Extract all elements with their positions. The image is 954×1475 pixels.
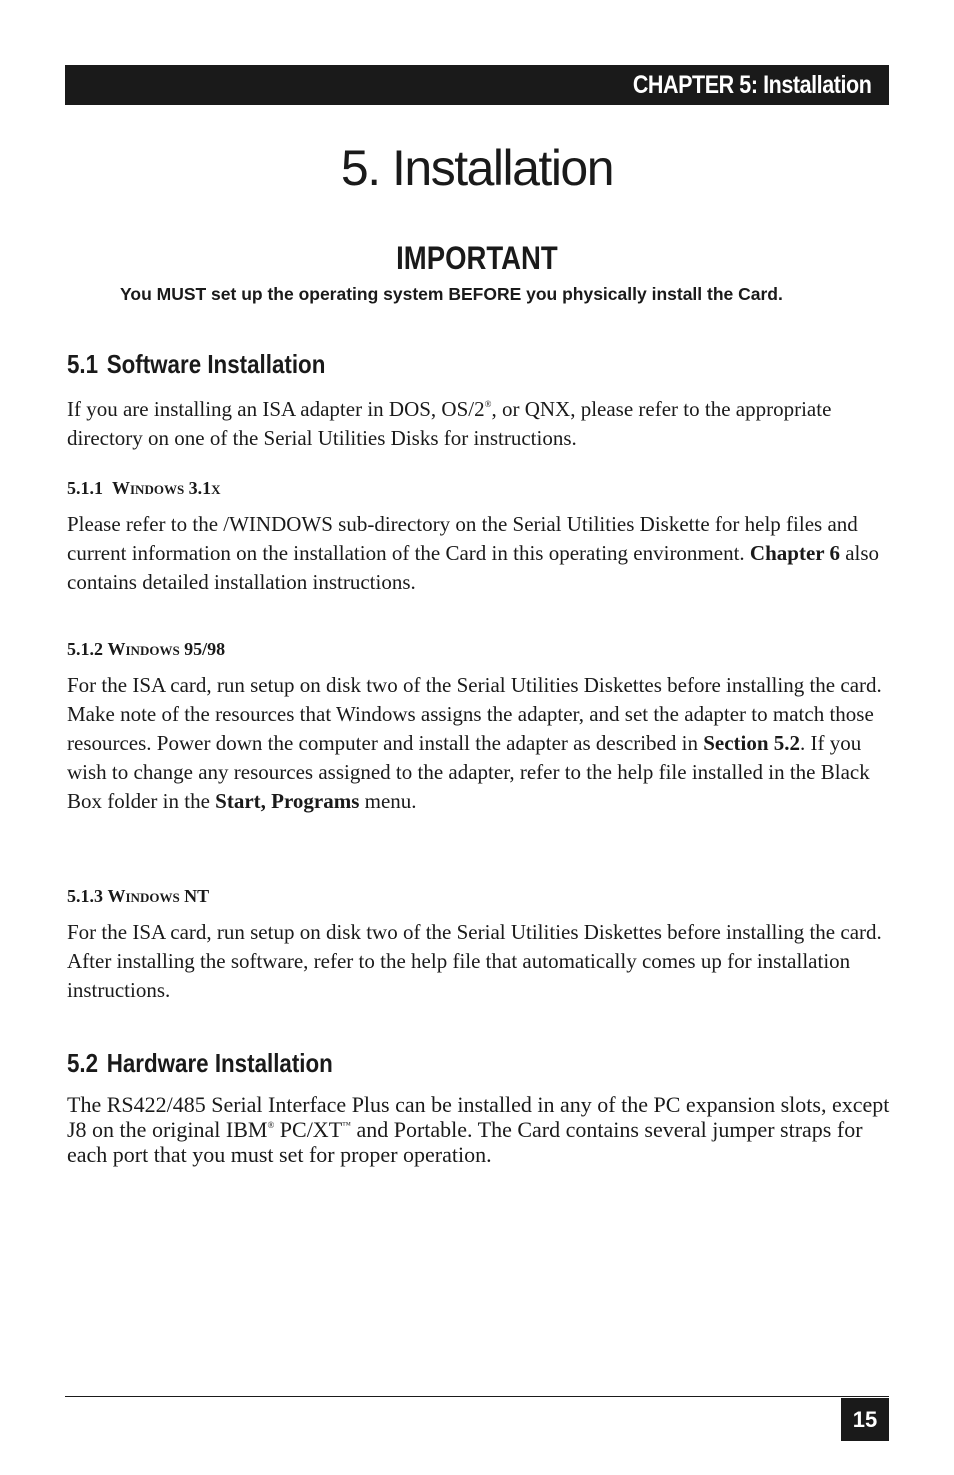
section-heading-5-2: [67, 1047, 333, 1079]
section-heading-5-1: [67, 348, 325, 380]
page-title: 5. Installation: [340, 140, 614, 196]
chapter-label: CHAPTER 5: Installation: [632, 71, 871, 99]
subsection-heading-5-1-1: [67, 476, 221, 500]
menu-reference: Start, Programs: [215, 789, 360, 813]
section-5-1-paragraph: [67, 395, 887, 453]
chapter-header-bar: [65, 65, 889, 105]
paragraph-text: . If you wish to change any resources assigned to the adapter, refer to the help file installed in the Black Box folder in the: [67, 731, 870, 813]
paragraph-text: If you are installing an ISA adapter in DOS, OS/2: [67, 397, 485, 421]
footer-rule: [65, 1396, 889, 1397]
subsection-title: Windows 95/98: [107, 639, 226, 659]
subsection-number: 5.1.1: [67, 478, 103, 498]
subsection-title: Windows NT: [107, 886, 210, 906]
paragraph-text: and Portable. The Card contains several jumper straps for each port that you must set for proper operation.: [67, 1117, 863, 1167]
paragraph-text: , or QNX, please refer to the appropriate directory on one of the Serial Utilities Disks for instructions.: [67, 397, 832, 450]
section-reference: Section 5.2: [703, 731, 801, 755]
subsection-number: 5.1.3: [67, 886, 103, 906]
trademark-mark: ™: [342, 1120, 351, 1130]
subsection-number: 5.1.2: [67, 639, 103, 659]
page-number: 15: [841, 1398, 889, 1441]
subsection-heading-5-1-3: [67, 884, 209, 908]
section-5-1-2-paragraph: [67, 671, 887, 816]
section-title: Software Installation: [106, 349, 326, 379]
section-5-2-paragraph: [67, 1092, 891, 1167]
section-number: 5.2: [67, 1048, 99, 1078]
section-5-1-1-paragraph: [67, 510, 887, 597]
important-heading: [0, 238, 954, 278]
section-5-1-3-paragraph: For the ISA card, run setup on disk two of the Serial Utilities Diskettes before installing the card. After installing the software, refer to the help file that automatically comes up for installation instructions.: [67, 920, 882, 1002]
important-heading-text: IMPORTANT: [396, 240, 558, 276]
paragraph-text: For the ISA card, run setup on disk two of the Serial Utilities Diskettes before installing the card. Make note of the resources that Windows assigns the adapter, and set the adapter to match those resources. Power down the computer and install the adapter as described in: [67, 673, 882, 755]
registered-mark: ®: [267, 1120, 275, 1130]
registered-mark: ®: [484, 399, 492, 409]
paragraph-text: also contains detailed installation instructions.: [67, 541, 880, 594]
subsection-title: Windows 3.1x: [112, 478, 221, 498]
section-title: Hardware Installation: [106, 1048, 333, 1078]
paragraph-text: menu.: [359, 789, 417, 813]
paragraph-text: PC/XT: [274, 1117, 343, 1142]
paragraph-text: The RS422/485 Serial Interface Plus can be installed in any of the PC expansion slots, except J8 on the original IBM: [67, 1092, 890, 1142]
paragraph-text: Please refer to the /WINDOWS sub-directory on the Serial Utilities Diskette for help files and current information on the installation of the Card in this operating environment.: [67, 512, 858, 565]
section-number: 5.1: [67, 349, 99, 379]
subsection-heading-5-1-2: [67, 637, 225, 661]
important-note: You MUST set up the operating system BEFORE you physically install the Card.: [120, 284, 783, 304]
chapter-reference: Chapter 6: [749, 541, 840, 565]
